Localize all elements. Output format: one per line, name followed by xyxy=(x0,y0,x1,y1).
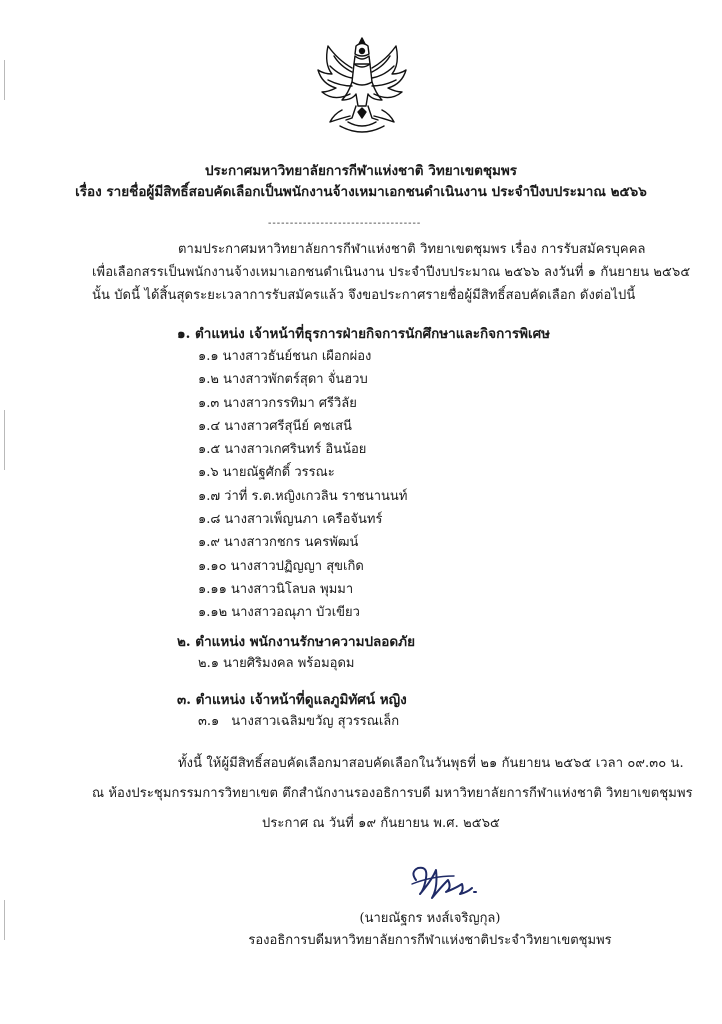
list-item: ๑.๒ นางสาวพักตร์สุดา จั่นฮวบ xyxy=(198,372,368,388)
list-item: ๑.๔ นางสาวศรีสุนีย์ คชเสนี xyxy=(198,418,352,434)
list-item: ๑.๕ นางสาวเกศรินทร์ อินน้อย xyxy=(198,442,367,458)
closing-line-1: ทั้งนี้ ให้ผู้มีสิทธิ์สอบคัดเลือกมาสอบคัดเลือกในวันพุธที่ ๒๑ กันยายน ๒๕๖๕ เวลา ๐๙.๓๐ น. xyxy=(178,756,684,771)
list-item: ๑.๓ นางสาวกรรทิมา ศรีวิลัย xyxy=(198,395,357,411)
closing-line-2: ณ ห้องประชุมกรรมการวิทยาเขต ตึกสำนักงานรองอธิการบดี มหาวิทยาลัยการกีฬาแห่งชาติ วิทยาเขตชุมพร xyxy=(92,786,693,801)
list-item: ๑.๘ นางสาวเพ็ญนภา เครือจันทร์ xyxy=(198,512,383,528)
handwritten-signature xyxy=(402,858,492,906)
section-1-list xyxy=(198,345,407,625)
section-2-list xyxy=(198,652,354,675)
section-2-heading: ๒. ตำแหน่ง พนักงานรักษาความปลอดภัย xyxy=(177,634,415,650)
section-3-heading: ๓. ตำแหน่ง เจ้าหน้าที่ดูแลภูมิทัศน์ หญิง xyxy=(177,692,407,708)
signatory-position: รองอธิการบดีมหาวิทยาลัยการกีฬาแห่งชาติประจำวิทยาเขตชุมพร xyxy=(248,933,612,948)
title-divider: ----------------------------------- xyxy=(268,218,422,229)
intro-line-3: นั้น บัดนี้ ได้สิ้นสุดระยะเวลาการรับสมัครแล้ว จึงขอประกาศรายชื่อผู้มีสิทธิ์สอบคัดเลือก ดังต่อไปนี้ xyxy=(92,288,636,303)
garuda-emblem-icon xyxy=(312,34,412,138)
intro-line-1: ตามประกาศมหาวิทยาลัยการกีฬาแห่งชาติ วิทยาเขตชุมพร เรื่อง การรับสมัครบุคคล xyxy=(178,242,646,257)
list-item: ๓.๑ นางสาวเฉลิมขวัญ สุวรรณเล็ก xyxy=(198,714,400,729)
title-line-2: เรื่อง รายชื่อผู้มีสิทธิ์สอบคัดเลือกเป็นพนักงานจ้างเหมาเอกชนดำเนินงาน ประจำปีงบประมาณ ๒๕๖๖ xyxy=(75,184,647,200)
list-item: ๒.๑ นายศิริมงคล พร้อมอุดม xyxy=(198,656,355,671)
signatory-name: (นายณัฐกร หงส์เจริญกุล) xyxy=(359,911,501,926)
scan-artifact-line xyxy=(4,900,5,940)
list-item: ๑.๗ ว่าที่ ร.ต.หญิงเกวลิน ราชนานนท์ xyxy=(198,488,408,504)
list-item: ๑.๑๒ นางสาวอณุภา บัวเขียว xyxy=(198,605,360,621)
intro-line-2: เพื่อเลือกสรรเป็นพนักงานจ้างเหมาเอกชนดำเนินงาน ประจำปีงบประมาณ ๒๕๖๖ ลงวันที่ ๑ กันยายน ๒๕๖๕ xyxy=(92,265,691,280)
announce-date: ประกาศ ณ วันที่ ๑๙ กันยายน พ.ศ. ๒๕๖๕ xyxy=(262,816,500,831)
list-item: ๑.๙ นางสาวกชกร นครพัฒน์ xyxy=(198,535,359,551)
scan-artifact-line xyxy=(4,60,5,100)
section-3-list xyxy=(198,710,399,733)
list-item: ๑.๑ นางสาวธันย์ชนก เผือกผ่อง xyxy=(198,349,372,364)
list-item: ๑.๑๑ นางสาวนิโลบล พุมมา xyxy=(198,581,354,597)
list-item: ๑.๖ นายณัฐศักดิ์ วรรณะ xyxy=(198,465,335,481)
section-1-heading: ๑. ตำแหน่ง เจ้าหน้าที่ธุรการฝ่ายกิจการนักศึกษาและกิจการพิเศษ xyxy=(177,326,551,342)
scan-artifact-line xyxy=(4,410,5,470)
title-line-1: ประกาศมหาวิทยาลัยการกีฬาแห่งชาติ วิทยาเขตชุมพร xyxy=(204,163,518,179)
list-item: ๑.๑๐ นางสาวปฏิญญา สุขเกิด xyxy=(198,558,364,574)
